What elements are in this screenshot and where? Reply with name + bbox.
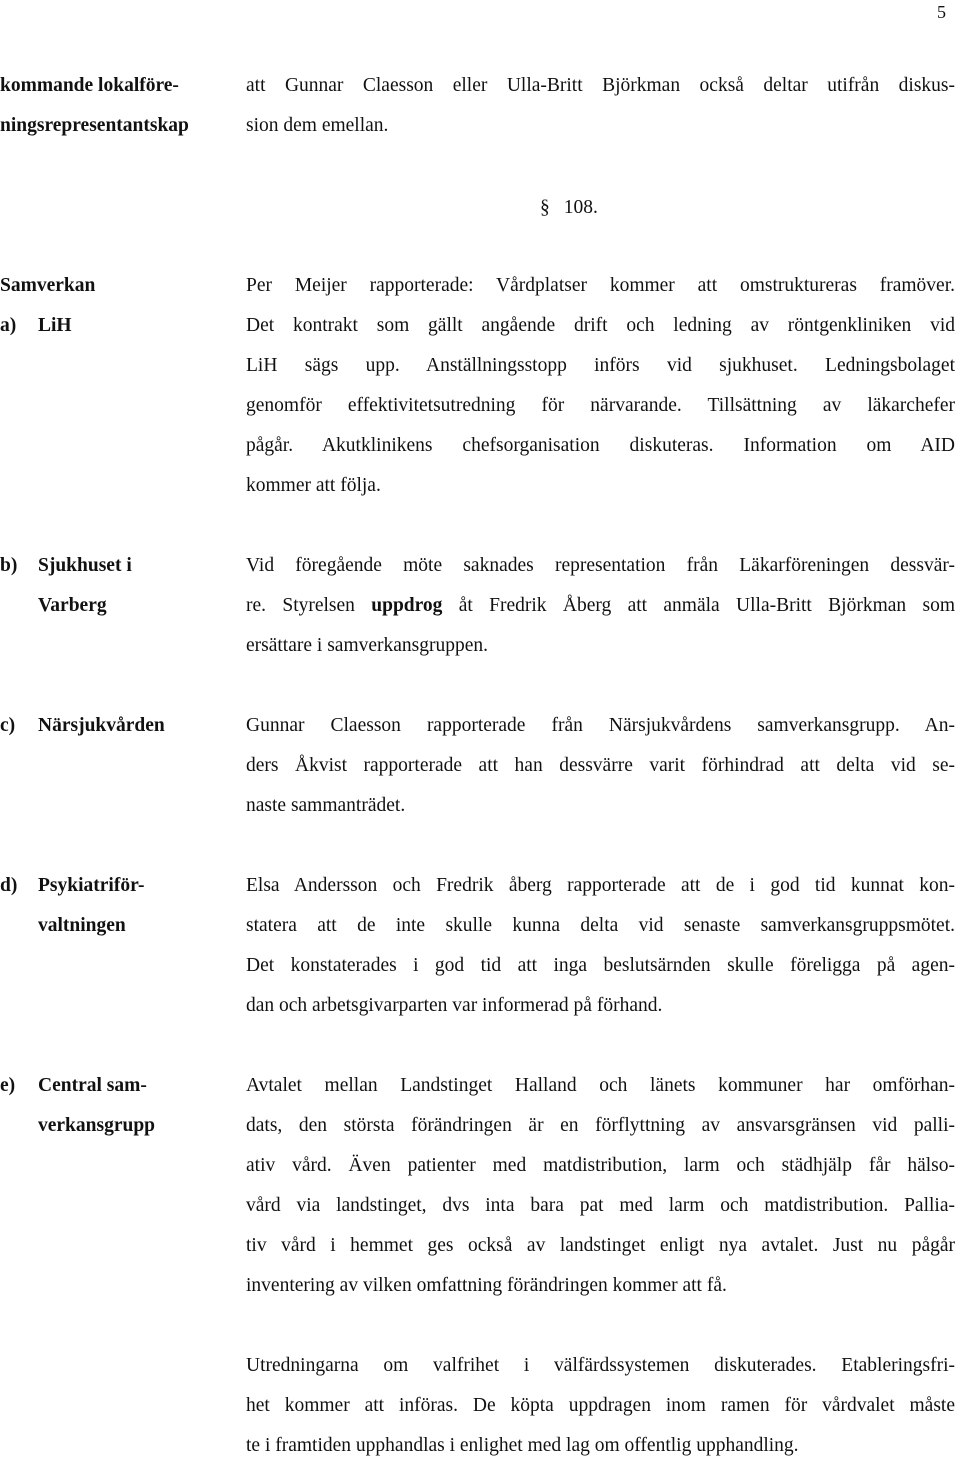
item-a-text <box>246 266 955 506</box>
text-line: Vid föregående möte saknades representation från Läkarföreningen dessvär- <box>246 555 955 576</box>
text-line: LiH sägs upp. Anställningsstopp införs vid sjukhuset. Ledningsbolaget <box>246 355 955 376</box>
text-line: Utredningarna om valfrihet i välfärdssystemen diskuterades. Etableringsfri- <box>246 1355 955 1376</box>
item-b-label <box>0 546 232 626</box>
item-label-row <box>0 866 232 906</box>
text-line: Per Meijer rapporterade: Vårdplatser kommer att omstruktureras framöver. <box>246 275 955 296</box>
item-marker: c) <box>0 715 16 736</box>
text-line: vård via landstinget, dvs inta bara pat med larm och matdistribution. Pallia- <box>246 1195 955 1216</box>
text-line: te i framtiden upphandlas i enlighet med lag om offentlig upphandling. <box>246 1435 799 1456</box>
text-line: tiv vård i hemmet ges också av landstinget enligt nya avtalet. Just nu pågår <box>246 1235 955 1256</box>
text-line: sion dem emellan. <box>246 115 389 136</box>
intro-text <box>246 66 955 146</box>
text-line: inventering av vilken omfattning förändringen kommer att få. <box>246 1275 727 1296</box>
item-label-line: Central sam- <box>38 1075 147 1096</box>
text-line: Det konstaterades i god tid att inga beslutsärnden skulle föreligga på agen- <box>246 955 955 976</box>
text-line: Avtalet mellan Landstinget Halland och länets kommuner har omförhan- <box>246 1075 955 1096</box>
text-line: statera att de inte skulle kunna delta vid senaste samverkansgruppsmötet. <box>246 915 955 936</box>
item-a-label <box>0 266 232 346</box>
item-c-text <box>246 706 955 826</box>
intro-label-line: ningsrepresentantskap <box>0 115 189 136</box>
text-line: Gunnar Claesson rapporterade från Närsjukvårdens samverkansgrupp. An- <box>246 715 955 736</box>
text-line: het kommer att införas. De köpta uppdragen inom ramen för vårdvalet måste <box>246 1395 955 1416</box>
text-line: dats, den största förändringen är en förflyttning av ansvarsgränsen vid palli- <box>246 1115 955 1136</box>
text-line: ersättare i samverkansgruppen. <box>246 635 489 656</box>
text-line: naste sammanträdet. <box>246 795 406 816</box>
section-number <box>540 188 598 228</box>
text-line: pågår. Akutklinikens chefsorganisation diskuteras. Information om AID <box>246 435 955 456</box>
item-marker: e) <box>0 1075 16 1096</box>
item-label-row <box>0 1066 232 1106</box>
item-label-row <box>0 906 232 946</box>
samverkan-heading: Samverkan <box>0 275 96 296</box>
item-label-line: Psykiatriför- <box>38 875 145 896</box>
section-number-value: 108. <box>563 197 598 218</box>
text-line: Elsa Andersson och Fredrik åberg rapporterade att de i god tid kunnat kon- <box>246 875 955 896</box>
item-label-line: Närsjukvården <box>38 715 165 736</box>
item-marker: d) <box>0 875 18 896</box>
item-label-line: verkansgrupp <box>38 1115 156 1136</box>
item-label-row <box>0 706 232 746</box>
text-line-mixed <box>246 586 955 626</box>
intro-label-line: kommande lokalföre- <box>0 75 179 96</box>
intro-label <box>0 66 232 146</box>
text-line: ders Åkvist rapporterade att han dessvärre varit förhindrad att delta vid se- <box>246 755 955 776</box>
item-label-line: Sjukhuset i <box>38 555 132 576</box>
text-line: ativ vård. Även patienter med matdistribution, larm och städhjälp får hälso- <box>246 1155 955 1176</box>
page-number: 5 <box>937 2 946 22</box>
item-label-row <box>0 586 232 626</box>
item-label-row <box>0 546 232 586</box>
item-label-line: LiH <box>38 315 72 336</box>
text-line: att Gunnar Claesson eller Ulla-Britt Björkman också deltar utifrån diskus- <box>246 75 955 96</box>
item-marker: b) <box>0 555 18 576</box>
text-segment: åt Fredrik Åberg att anmäla Ulla-Britt Björkman som <box>442 595 955 616</box>
section-symbol: § <box>540 197 550 218</box>
item-label-row <box>0 1106 232 1146</box>
item-b-text <box>246 546 955 666</box>
text-segment: re. Styrelsen <box>246 595 372 616</box>
item-e-text-2 <box>246 1346 955 1466</box>
text-line: genomför effektivitetsutredning för närvarande. Tillsättning av läkarchefer <box>246 395 955 416</box>
item-e-label <box>0 1066 232 1146</box>
text-line: dan och arbetsgivarparten var informerad på förhand. <box>246 995 663 1016</box>
item-c-label <box>0 706 232 746</box>
bold-word: uppdrog <box>371 595 443 616</box>
item-marker: a) <box>0 315 17 336</box>
text-line: Det kontrakt som gällt angående drift och ledning av röntgenkliniken vid <box>246 315 955 336</box>
item-d-label <box>0 866 232 946</box>
item-label-line: valtningen <box>38 915 126 936</box>
item-d-text <box>246 866 955 1026</box>
item-label-row <box>0 306 232 346</box>
text-line: kommer att följa. <box>246 475 381 496</box>
item-e-text <box>246 1066 955 1306</box>
item-label-line: Varberg <box>38 595 107 616</box>
